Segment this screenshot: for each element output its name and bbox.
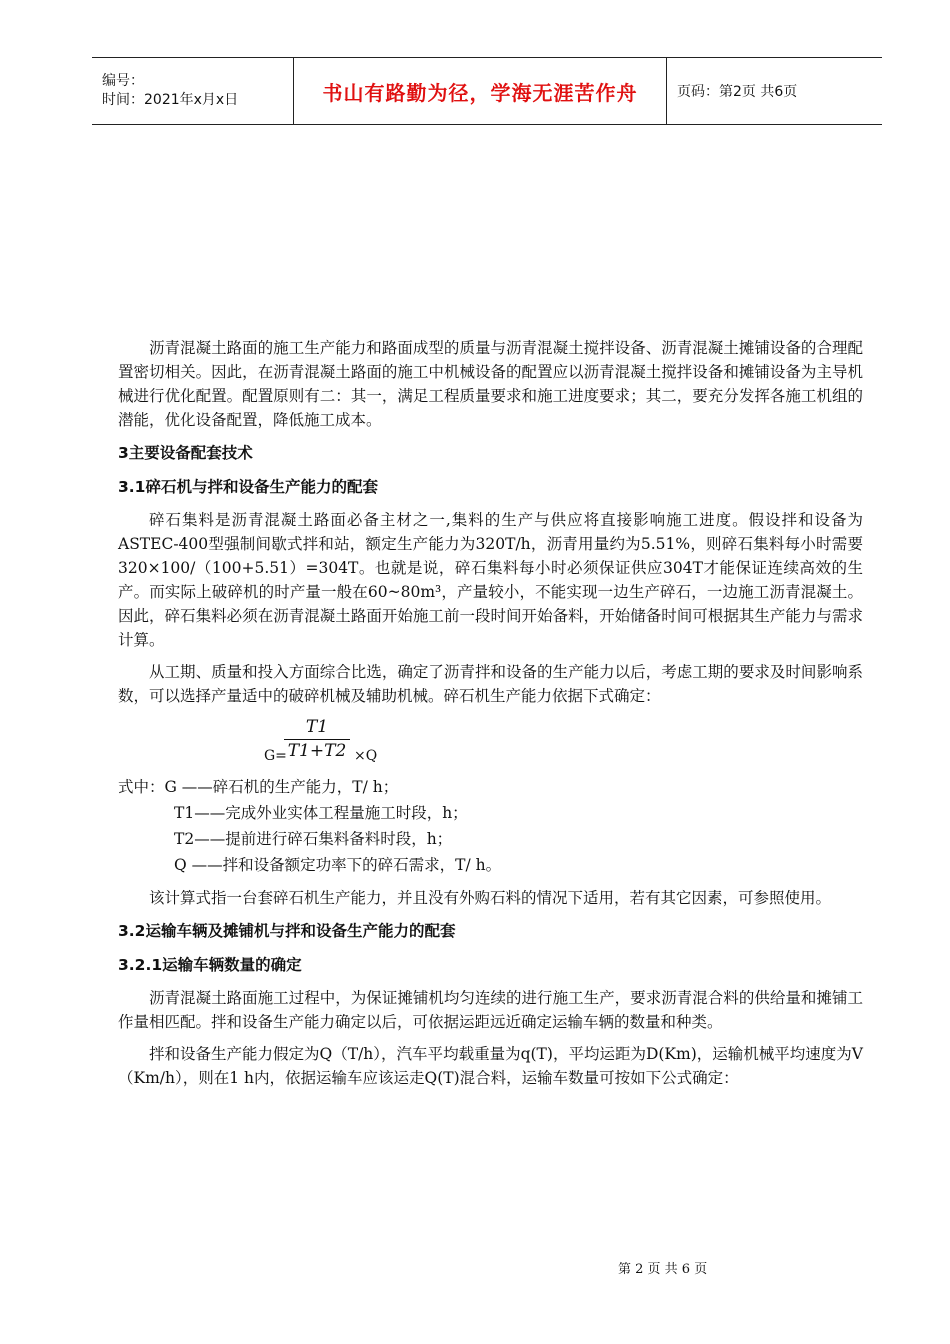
formula-lhs: G= [264,748,287,764]
time-label: 时间：2021年x月x日 [102,92,239,108]
definition-t2: T2——提前进行碎石集料备料时段，h； [174,830,453,848]
paragraph-3-2-1-b: 拌和设备生产能力假定为Q（T/h），汽车平均载重量为q(T)，平均运距为D(Km)，运输机械平均速度为V（Km/h），则在1 h内，依据运输车应该运走Q(T)混合料，运输车数量可按如下公式确定： [118,1045,863,1087]
header-page-cell [667,58,882,124]
header-page-number: 页码：第2页 共6页 [677,84,798,100]
definition-g: 式中：G ——碎石机的生产能力，T/ h； [118,778,399,796]
crusher-capacity-formula [118,716,863,772]
header-meta [92,58,294,124]
formula-multiplier: ×Q [354,748,378,764]
paragraph-3-1-c: 该计算式指一台套碎石机生产能力，并且没有外购石料的情况下适用，若有其它因素，可参照使用。 [149,889,832,907]
section-heading-3-2-1: 3.2.1运输车辆数量的确定 [118,956,302,974]
formula-denominator: T1+T2 [287,741,347,761]
page-footer: 第 2 页 共 6 页 [618,1262,708,1277]
definition-q: Q ——拌和设备额定功率下的碎石需求，T/ h。 [174,856,502,874]
serial-label: 编号： [102,73,144,89]
paragraph-3-1-a: 碎石集料是沥青混凝土路面必备主材之一,集料的生产与供应将直接影响施工进度。假设拌和设备为ASTEC-400型强制间歇式拌和站，额定生产能力为320T/h，沥青用量约为5.51%，则碎石集料每小时需要320×100/（100+5.51）=304T。也就是说，碎石集料每小时必须保证供应304T才能保证连续高效的生产。而实际上破碎机的时产量一般在60~80m³，产量较小，不能实现一边生产碎石，一边施工沥青混凝土。因此，碎石集料必须在沥青混凝土路面开始施工前一段时间开始备料，开始储备时间可根据其生产能力与需求计算。 [118,511,863,649]
formula-fraction [284,716,350,762]
section-heading-3-1: 3.1碎石机与拌和设备生产能力的配套 [118,478,378,496]
section-heading-3: 3主要设备配套技术 [118,444,253,462]
formula-definitions [118,774,863,878]
header-slogan: 书山有路勤为径，学海无涯苦作舟 [322,80,638,105]
header-slogan-cell [294,58,667,124]
paragraph-3-1-b: 从工期、质量和投入方面综合比选，确定了沥青拌和设备的生产能力以后，考虑工期的要求及时间影响系数，可以选择产量适中的破碎机械及辅助机械。碎石机生产能力依据下式确定： [118,663,863,705]
intro-paragraph: 沥青混凝土路面的施工生产能力和路面成型的质量与沥青混凝土搅拌设备、沥青混凝土摊铺设备的合理配置密切相关。因此，在沥青混凝土路面的施工中机械设备的配置应以沥青混凝土搅拌设备和摊铺设备为主导机械进行优化配置。配置原则有二：其一，满足工程质量要求和施工进度要求；其二，要充分发挥各施工机组的潜能，优化设备配置，降低施工成本。 [118,339,863,429]
document-body [118,336,863,1098]
paragraph-3-2-1-a: 沥青混凝土路面施工过程中，为保证摊铺机均匀连续的进行施工生产，要求沥青混合料的供给量和摊铺工作量相匹配。拌和设备生产能力确定以后，可依据运距远近确定运输车辆的数量和种类。 [118,989,863,1031]
definition-t1: T1——完成外业实体工程量施工时段，h； [174,804,468,822]
section-heading-3-2: 3.2运输车辆及摊铺机与拌和设备生产能力的配套 [118,922,456,940]
formula-numerator: T1 [284,716,350,740]
page-header [92,57,882,125]
